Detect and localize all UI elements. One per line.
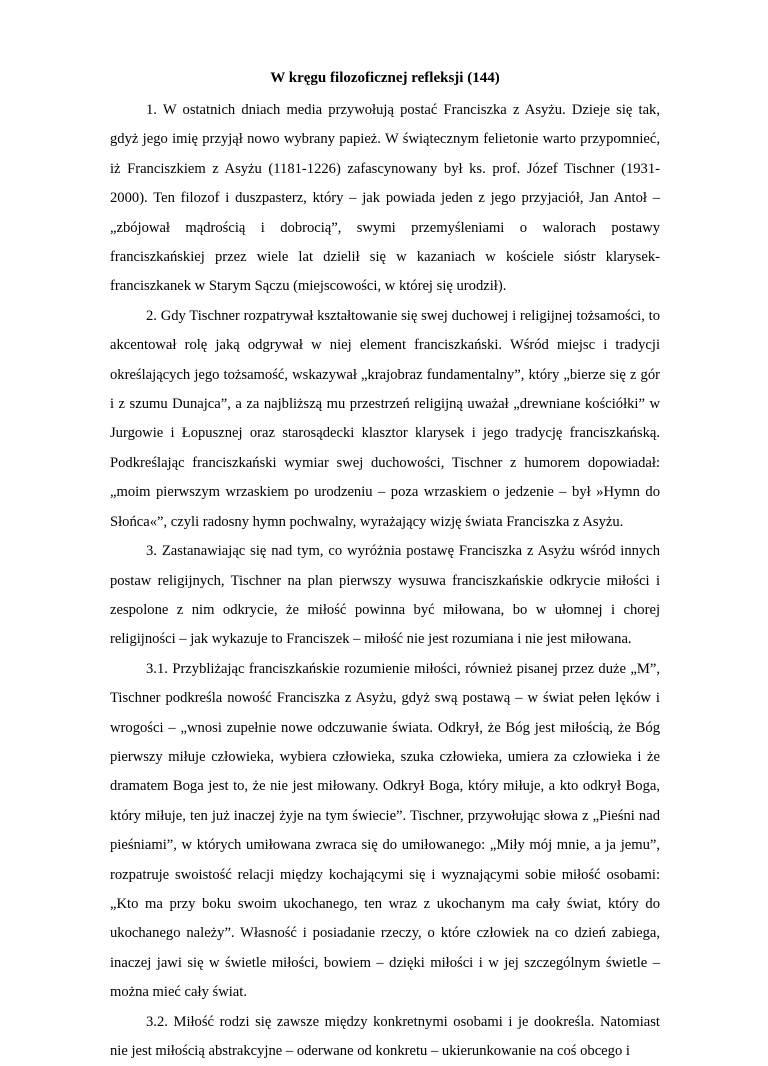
paragraph-1: 1. W ostatnich dniach media przywołują postać Franciszka z Asyżu. Dzieje się tak, gdyż jego imię przyjął nowo wybrany papież. W świątecznym felietonie warto przypomnieć, iż Franciszkiem z Asyżu (1181-1226) zafascynowany był ks. prof. Józef Tischner (1931-2000). Ten filozof i duszpasterz, który – jak powiada jeden z jego przyjaciół, Jan Antoł – „zbójował mądrością i dobrocią”, swymi przemyśleniami o walorach postawy franciszkańskiej przez wiele lat dzielił się w kazaniach w kościele sióstr klarysek-franciszkanek w Starym Sączu (miejscowości, w której się urodził). <box>110 102 660 295</box>
paragraph-3: 3. Zastanawiając się nad tym, co wyróżnia postawę Franciszka z Asyżu wśród innych postaw religijnych, Tischner na plan pierwszy wysuwa franciszkańskie odkrycie miłości i zespolone z nim odkrycie, że miłość powinna być miłowana, bo w ułomnej i chorej religijności – jak wykazuje to Franciszek – miłość nie jest rozumiana i nie jest miłowana. <box>110 543 660 648</box>
page-title: W kręgu filozoficznej refleksji (144) <box>270 70 500 86</box>
paragraph-2: 2. Gdy Tischner rozpatrywał kształtowanie się swej duchowej i religijnej tożsamości, to akcentował rolę jaką odgrywał w niej element franciszkański. Wśród miejsc i tradycji określających jego tożsamość, wskazywał „krajobraz fundamentalny”, który „bierze się z gór i z szumu Dunajca”, a za najbliższą mu przestrzeń religijną uważał „drewniane kościółki” w Jurgowie i Łopusznej oraz starosądecki klasztor klarysek i jego tradycję franciszkańską. Podkreślając franciszkański wymiar swej duchowości, Tischner z humorem dopowiadał: „moim pierwszym wrzaskiem po urodzeniu – poza wrzaskiem o jedzenie – był »Hymn do Słońca«”, czyli radosny hymn pochwalny, wyrażający wizję świata Franciszka z Asyżu. <box>110 307 660 530</box>
paragraph-3-2: 3.2. Miłość rodzi się zawsze między konkretnymi osobami i je dookreśla. Natomiast nie jest miłością abstrakcyjne – oderwane od konkretu – ukierunkowanie na coś obcego i <box>110 1013 660 1059</box>
paragraph-3-1: 3.1. Przybliżając franciszkańskie rozumienie miłości, również pisanej przez duże „M”, Tischner podkreśla nowość Franciszka z Asyżu, gdyż swą postawą – w świat pełen lęków i wrogości – „wnosi zupełnie nowe odczuwanie świata. Odkrył, że Bóg jest miłością, że Bóg pierwszy miłuje człowieka, wybiera człowieka, szuka człowieka, umiera za człowieka i że dramatem Boga jest to, że nie jest miłowany. Odkrył Boga, który miłuje, a kto odkrył Boga, który miłuje, ten już inaczej żyje na tym świecie”. Tischner, przywołując słowa z „Pieśni nad pieśniami”, w których umiłowana zwraca się do umiłowanego: „Miły mój mnie, a ja jemu”, rozpatruje swoistość relacji między kochającymi się i wyznającymi sobie miłość osobami: „Kto ma przy boku swoim ukochanego, ten wraz z ukochanym ma cały świat, który do ukochanego należy”. Własność i posiadanie rzeczy, o które człowiek na co dzień zabiega, inaczej jawi się w świetle miłości, bowiem – dzięki miłości i w jej szczególnym świetle – można mieć cały świat. <box>110 660 660 1001</box>
document-page <box>110 68 660 1066</box>
